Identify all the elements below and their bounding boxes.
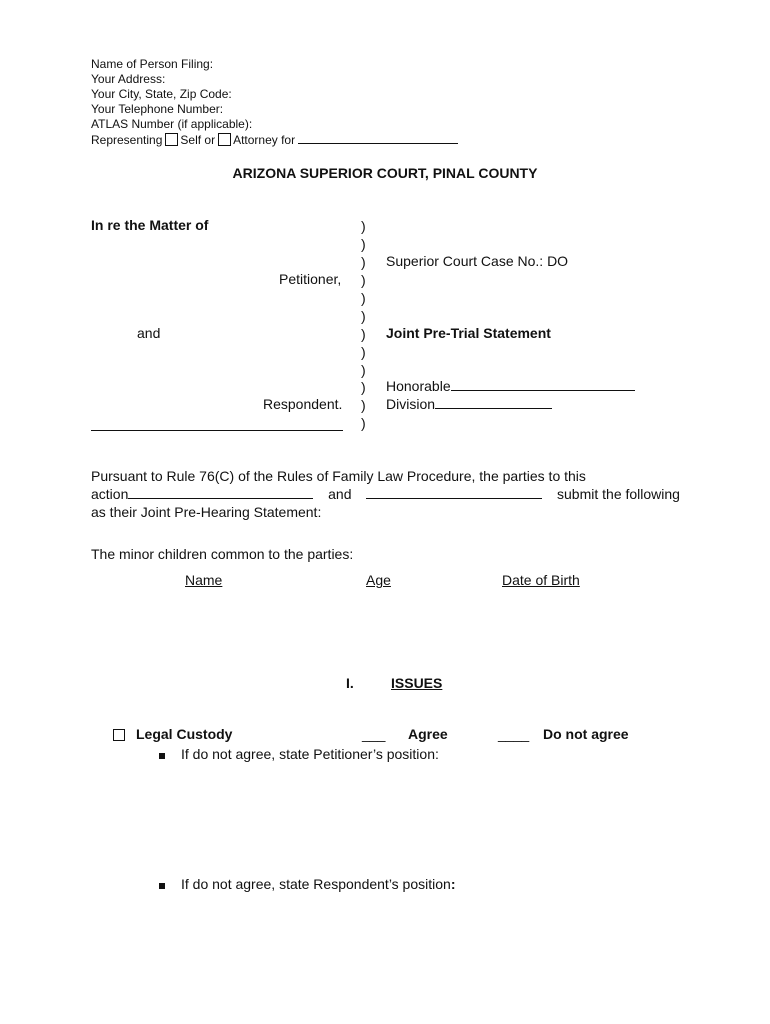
respondent-label: Respondent. xyxy=(263,396,343,412)
paren: ) xyxy=(361,254,366,270)
attorney-for-line[interactable] xyxy=(298,131,458,144)
bullet-icon xyxy=(159,878,165,896)
court-title: ARIZONA SUPERIOR COURT, PINAL COUNTY xyxy=(232,165,538,181)
paren: ) xyxy=(361,362,366,378)
intro-submit-label: submit the following xyxy=(557,486,680,502)
legal-custody-checkbox[interactable] xyxy=(113,728,125,746)
division-label: Division xyxy=(386,396,436,412)
bullet-icon xyxy=(159,748,165,766)
col-age-header: Age xyxy=(366,572,391,588)
filer-phone-label: Your Telephone Number: xyxy=(91,102,224,116)
section-title: ISSUES xyxy=(391,675,443,691)
honorable-line[interactable] xyxy=(451,378,635,391)
section-number: I. xyxy=(346,675,354,691)
filer-name-label: Name of Person Filing: xyxy=(91,57,214,71)
children-intro: The minor children common to the parties: xyxy=(91,546,354,562)
filer-address-label: Your Address: xyxy=(91,72,166,86)
attorney-checkbox[interactable] xyxy=(218,133,231,146)
division-row xyxy=(386,396,552,412)
and-label: and xyxy=(137,325,161,341)
matter-label: In re the Matter of xyxy=(91,217,209,233)
party2-line[interactable] xyxy=(366,486,542,499)
respondent-position-prompt: If do not agree, state Respondent’s position xyxy=(181,876,451,892)
respondent-position-colon: : xyxy=(450,876,456,892)
honorable-row xyxy=(386,378,635,394)
respondent-position-row xyxy=(181,876,456,892)
paren: ) xyxy=(361,326,366,342)
petitioner-label: Petitioner, xyxy=(279,271,342,287)
intro-action-label: action xyxy=(91,486,129,502)
agree-label: Agree xyxy=(408,726,448,742)
disagree-label: Do not agree xyxy=(543,726,629,742)
disagree-blank[interactable]: ____ xyxy=(498,726,530,742)
self-label: Self or xyxy=(180,133,216,147)
paren: ) xyxy=(361,236,366,252)
legal-custody-label: Legal Custody xyxy=(136,726,233,742)
col-name-header: Name xyxy=(185,572,223,588)
intro-line-1: Pursuant to Rule 76(C) of the Rules of Family Law Procedure, the parties to this xyxy=(91,468,586,484)
caption-bottom-line xyxy=(91,430,343,431)
representing-label: Representing xyxy=(91,133,163,147)
representing-row xyxy=(91,131,458,148)
honorable-label: Honorable xyxy=(386,378,451,394)
filer-city-label: Your City, State, Zip Code: xyxy=(91,87,232,101)
paren: ) xyxy=(361,272,366,288)
paren: ) xyxy=(361,415,366,431)
party1-line[interactable] xyxy=(128,486,313,499)
agree-blank[interactable]: ___ xyxy=(362,726,386,742)
intro-line-2 xyxy=(91,485,680,503)
atlas-number-label: ATLAS Number (if applicable): xyxy=(91,117,253,131)
paren: ) xyxy=(361,308,366,324)
self-checkbox[interactable] xyxy=(165,133,178,146)
col-dob-header: Date of Birth xyxy=(502,572,580,588)
document-title: Joint Pre-Trial Statement xyxy=(386,325,551,341)
petitioner-position-prompt: If do not agree, state Petitioner’s position: xyxy=(181,746,439,762)
case-number-label: Superior Court Case No.: DO xyxy=(386,253,569,269)
intro-paragraph xyxy=(91,467,680,521)
intro-and-label: and xyxy=(328,486,352,502)
attorney-label: Attorney for xyxy=(233,133,296,147)
paren: ) xyxy=(361,397,366,413)
paren: ) xyxy=(361,379,366,395)
intro-line-3: as their Joint Pre-Hearing Statement: xyxy=(91,504,322,520)
paren: ) xyxy=(361,290,366,306)
paren: ) xyxy=(361,344,366,360)
paren: ) xyxy=(361,218,366,234)
division-line[interactable] xyxy=(435,396,552,409)
